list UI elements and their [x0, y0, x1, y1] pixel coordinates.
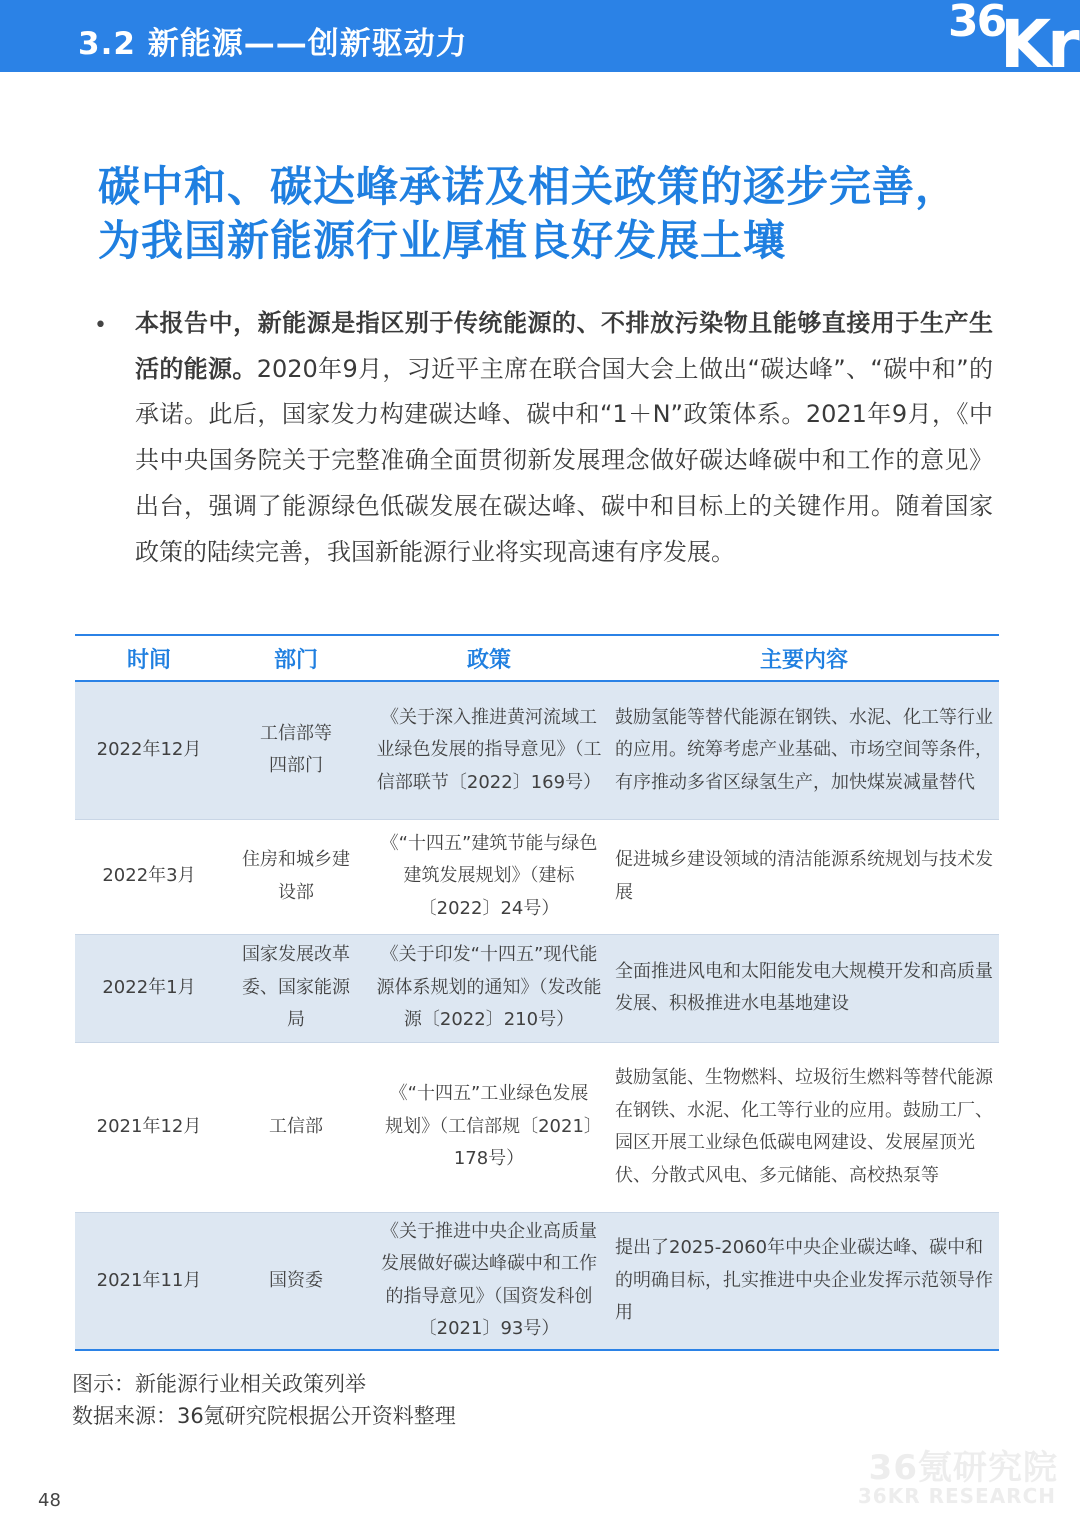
36kr-logo [940, 0, 1080, 83]
watermark-en: 36KR RESEARCH [857, 1484, 1056, 1508]
header-dept: 部门 [223, 635, 369, 681]
cell-dept: 工信部等四部门 [223, 681, 369, 819]
headline-line-2: 为我国新能源行业厚植良好发展土壤 [98, 216, 787, 265]
cell-content: 促进城乡建设领域的清洁能源系统规划与技术发展 [609, 819, 999, 934]
cell-content: 全面推进风电和太阳能发电大规模开发和高质量发展、积极推进水电基地建设 [609, 934, 999, 1042]
cell-policy: 《关于深入推进黄河流域工业绿色发展的指导意见》（工信部联节〔2022〕169号） [369, 681, 609, 819]
cell-content: 鼓励氢能、生物燃料、垃圾衍生燃料等替代能源在钢铁、水泥、化工等行业的应用。鼓励工厂、园区开展工业绿色低碳电网建设、发展屋顶光伏、分散式风电、多元储能、高校热泵等 [609, 1042, 999, 1212]
caption-figure: 图示：新能源行业相关政策列举 [72, 1372, 366, 1396]
cell-dept: 国家发展改革委、国家能源局 [223, 934, 369, 1042]
cell-time: 2022年3月 [75, 819, 223, 934]
intro-paragraph [135, 301, 993, 575]
table-row [75, 1042, 999, 1212]
table-row [75, 819, 999, 934]
cell-content: 鼓励氢能等替代能源在钢铁、水泥、化工等行业的应用。统筹考虑产业基础、市场空间等条件，有序推动多省区绿氢生产，加快煤炭减量替代 [609, 681, 999, 819]
cell-time: 2021年12月 [75, 1042, 223, 1212]
cell-dept: 住房和城乡建设部 [223, 819, 369, 934]
logo-kr: Kr [1000, 6, 1076, 83]
cell-time: 2021年11月 [75, 1212, 223, 1350]
cell-dept: 工信部 [223, 1042, 369, 1212]
table-row [75, 681, 999, 819]
cell-policy: 《“十四五”建筑节能与绿色建筑发展规划》（建标〔2022〕24号） [369, 819, 609, 934]
intro-body-text: 2020年9月，习近平主席在联合国大会上做出“碳达峰”、“碳中和”的承诺。此后，国家发力构建碳达峰、碳中和“1＋N”政策体系。2021年9月，《中共中央国务院关于完整准确全面贯彻新发展理念做好碳达峰碳中和工作的意见》出台，强调了能源绿色低碳发展在碳达峰、碳中和目标上的关键作用。随着国家政策的陆续完善，我国新能源行业将实现高速有序发展。 [135, 354, 993, 566]
page-number: 48 [38, 1490, 61, 1511]
cell-policy: 《关于印发“十四五”现代能源体系规划的通知》（发改能源〔2022〕210号） [369, 934, 609, 1042]
bullet-icon: • [94, 313, 107, 338]
header-policy: 政策 [369, 635, 609, 681]
cell-content: 提出了2025-2060年中央企业碳达峰、碳中和的明确目标，扎实推进中央企业发挥示范领导作用 [609, 1212, 999, 1350]
cell-dept: 国资委 [223, 1212, 369, 1350]
policy-table [75, 634, 999, 1351]
header-time: 时间 [75, 635, 223, 681]
figure-caption [72, 1368, 456, 1432]
page-headline [98, 160, 998, 268]
cell-policy: 《“十四五”工业绿色发展规划》（工信部规〔2021〕178号） [369, 1042, 609, 1212]
table-row [75, 934, 999, 1042]
intro-bold-text: 本报告中，新能源是指区别于传统能源的、不排放污染物且能够直接用于生产生活的能源。 [135, 309, 993, 383]
headline-line-1: 碳中和、碳达峰承诺及相关政策的逐步完善， [98, 162, 959, 211]
table-header-row [75, 635, 999, 681]
caption-source: 数据来源：36氪研究院根据公开资料整理 [72, 1404, 456, 1428]
table-row [75, 1212, 999, 1350]
header-bar [0, 0, 1080, 83]
header-content: 主要内容 [609, 635, 999, 681]
watermark-cn: 36氪研究院 [868, 1448, 1058, 1488]
logo-number: 36 [948, 0, 1006, 47]
cell-time: 2022年1月 [75, 934, 223, 1042]
cell-time: 2022年12月 [75, 681, 223, 819]
section-title: 3.2 新能源——创新驱动力 [78, 26, 468, 62]
cell-policy: 《关于推进中央企业高质量发展做好碳达峰碳中和工作的指导意见》（国资发科创〔2021〕93号） [369, 1212, 609, 1350]
